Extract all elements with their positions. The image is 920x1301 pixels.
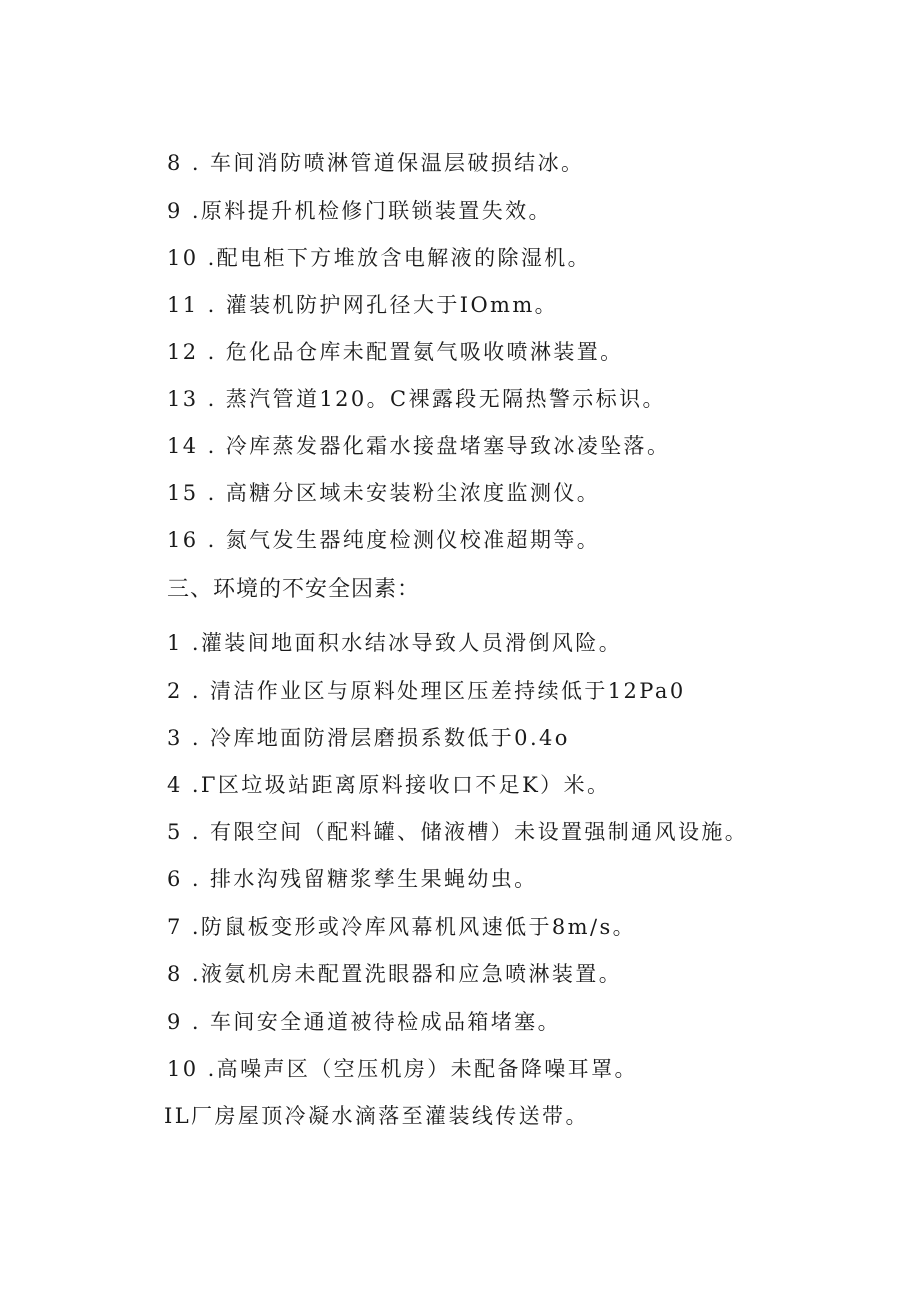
list-item: 9 . 车间安全通道被待检成品箱堵塞。 xyxy=(167,1010,561,1034)
list-item: 8 . 车间消防喷淋管道保温层破损结冰。 xyxy=(167,151,585,175)
list-item: 11 . 灌装机防护网孔径大于IOmm。 xyxy=(167,293,559,317)
list-item: 15 . 高糖分区域未安装粉尘浓度监测仪。 xyxy=(167,481,601,505)
list-item: 7 .防鼠板变形或冷库风幕机风速低于8m∕s。 xyxy=(167,915,637,939)
list-item: 10 .配电柜下方堆放含电解液的除湿机。 xyxy=(167,246,592,270)
section-heading: 三、环境的不安全因素： xyxy=(167,577,421,602)
list-item: 5 . 有限空间（配料罐、储液槽）未设置强制通风设施。 xyxy=(167,820,749,844)
list-item: 9 .原料提升机检修门联锁装置失效。 xyxy=(167,199,552,223)
list-item: 6 . 排水沟残留糖浆孳生果蝇幼虫。 xyxy=(167,867,538,891)
list-item: 16 . 氮气发生器纯度检测仪校准超期等。 xyxy=(167,528,601,552)
list-item: 4 .Γ区垃圾站距离原料接收口不足K）米。 xyxy=(167,773,611,797)
list-item: 2 . 清洁作业区与原料处理区压差持续低于12Pa0 xyxy=(167,679,686,703)
list-item: 14 . 冷库蒸发器化霜水接盘堵塞导致冰凌坠落。 xyxy=(167,434,671,458)
list-item: 1 .灌装间地面积水结冰导致人员滑倒风险。 xyxy=(167,631,623,655)
list-item: IL厂房屋顶冷凝水滴落至灌装线传送带。 xyxy=(164,1104,589,1128)
list-item: 12 . 危化品仓库未配置氨气吸收喷淋装置。 xyxy=(167,340,624,364)
list-item: 10 .高噪声区（空压机房）未配备降噪耳罩。 xyxy=(167,1057,638,1081)
list-item: 8 .液氨机房未配置洗眼器和应急喷淋装置。 xyxy=(167,962,623,986)
list-item: 3 . 冷库地面防滑层磨损系数低于0.4o xyxy=(167,726,570,750)
list-item: 13 . 蒸汽管道120。C裸露段无隔热警示标识。 xyxy=(167,387,666,411)
